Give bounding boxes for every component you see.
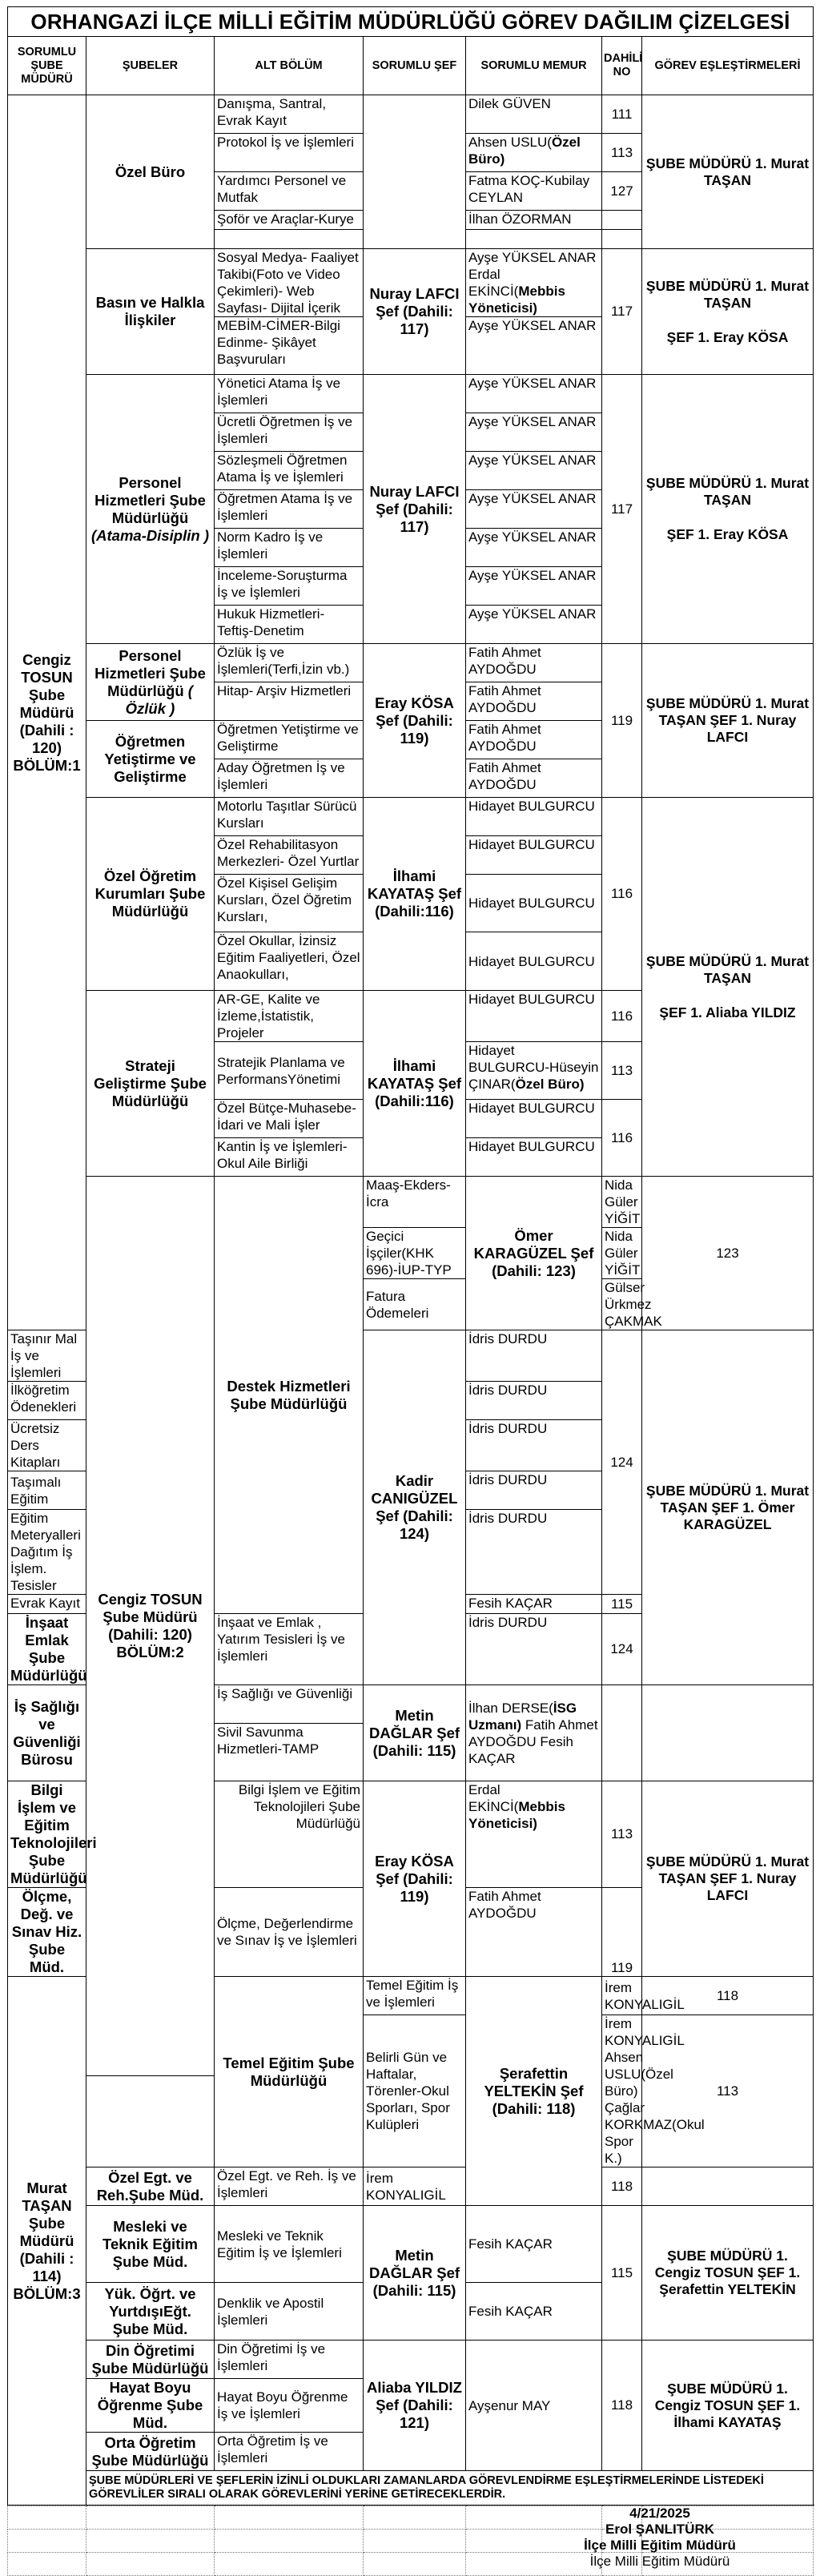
sub-unit: Yardımcı Personel ve Mutfak: [215, 172, 364, 211]
assignment-spacer: [645, 509, 810, 526]
branch-hayat: Hayat Boyu Öğrenme Şube Müd.: [86, 2379, 215, 2433]
officer: İdris DURDU: [466, 1510, 602, 1595]
officer: Fesih KAÇAR: [466, 2283, 602, 2341]
officer: Ayşe YÜKSEL ANAR: [466, 375, 602, 413]
sub-unit: Mesleki ve Teknik Eğitim İş ve İşlemleri: [215, 2206, 364, 2283]
branch-basin: Basın ve Halkla İlişkiler: [86, 249, 215, 375]
officer-name: Ahsen USLU(: [468, 135, 552, 150]
officer: Gülser Ürkmez ÇAKMAK: [602, 1279, 642, 1330]
officer: Dilek GÜVEN: [466, 95, 602, 134]
extension-number: 119: [602, 644, 642, 798]
officer: Ayşe YÜKSEL ANAR: [466, 452, 602, 490]
sub-unit: Öğretmen Yetiştirme ve Geliştirme: [215, 721, 364, 759]
header-sorumlu-memur: SORUMLU MEMUR: [466, 37, 602, 95]
sub-unit: Özel Bütçe-Muhasebe-İdari ve Mali İşler: [215, 1100, 364, 1138]
officer: İdris DURDU: [466, 1614, 602, 1685]
chief-empty: [364, 95, 466, 249]
branch-ozel-egt: Özel Egt. ve Reh.Şube Müd.: [86, 2167, 215, 2206]
extension-number: 113: [642, 2015, 814, 2167]
sub-unit: Hitap- Arşiv Hizmetleri: [215, 682, 364, 721]
extension-number: 115: [602, 2206, 642, 2341]
blank-cell: [215, 2553, 364, 2576]
officer: Hidayet BULGURCU: [466, 1100, 602, 1138]
branch-yuk: Yük. Öğrt. ve YurtdışıEğt. Şube Müd.: [86, 2283, 215, 2341]
branch-olcme: Ölçme, Değ. ve Sınav Hiz. Şube Müd.: [8, 1888, 86, 1977]
assignment-line: ŞUBE MÜDÜRÜ 1. Murat TAŞAN: [645, 277, 810, 311]
sub-unit: Ücretsiz Ders Kitapları: [8, 1420, 86, 1471]
sub-unit: Maaş-Ekders-İcra: [364, 1177, 466, 1228]
extension-number: 119: [602, 1888, 642, 1977]
header-dahili-no: DAHİLİ NO: [602, 37, 642, 95]
extension-number: 113: [602, 1042, 642, 1100]
assignment-line: ŞEF 1. Eray KÖSA: [666, 328, 789, 345]
officer: Fesih KAÇAR: [466, 1595, 602, 1614]
officer: Fatih Ahmet AYDOĞDU: [466, 1888, 602, 1977]
duty-distribution-sheet: [7, 6, 813, 2576]
sub-unit: Belirli Gün ve Haftalar, Törenler-Okul Sporları, Spor Kulüpleri: [364, 2015, 466, 2167]
officer: İlhan ÖZORMAN: [466, 211, 602, 230]
branch-name: Personel Hizmetleri Şube Müdürlüğü (Atama-Disiplin ): [91, 473, 209, 544]
signature-title: İlçe Milli Eğitim Müdürü: [589, 2554, 730, 2569]
blank-cell: [86, 2530, 215, 2553]
officer: İdris DURDU: [466, 1382, 602, 1420]
branch-ozel-ogretim: Özel Öğretim Kurumları Şube Müdürlüğü: [86, 798, 215, 991]
branch-din: Din Öğretimi Şube Müdürlüğü: [86, 2341, 215, 2379]
sub-unit: Motorlu Taşıtlar Sürücü Kursları: [215, 798, 364, 836]
chief-metin-daglar: Metin DAĞLAR Şef (Dahili: 115): [364, 1685, 466, 1781]
extension-number-empty: [602, 1685, 642, 1781]
signature-name: Erol ŞANLITÜRK: [605, 2522, 714, 2537]
extension-number: 123: [642, 1177, 814, 1330]
sub-unit: Orta Öğretim İş ve İşlemleri: [215, 2433, 364, 2471]
sub-unit: Norm Kadro İş ve İşlemleri: [215, 529, 364, 567]
assignment-personel-ozluk: ŞUBE MÜDÜRÜ 1. Murat TAŞAN ŞEF 1. Nuray LAFCI: [642, 644, 814, 798]
blank-cell: [364, 2553, 466, 2576]
chief-ilhami-kayatas: İlhami KAYATAŞ Şef (Dahili:116): [364, 798, 466, 991]
branch-bilgi: Bilgi İşlem ve Eğitim Teknolojileri Şube Müdürlüğü: [8, 1781, 86, 1888]
officer: Fatma KOÇ-Kubilay CEYLAN: [466, 172, 602, 211]
officer-role: Özel Büro): [468, 135, 581, 167]
officer: Ayşe YÜKSEL ANAR: [466, 413, 602, 452]
officer: İdris DURDU: [466, 1420, 602, 1471]
branch-isg: İş Sağlığı ve Güvenliği Bürosu: [8, 1685, 86, 1781]
section-3-director: Murat TAŞAN Şube Müdürü (Dahili : 114) BÖLÜM:3: [8, 1977, 86, 2506]
branch-qualifier: ( Özlük ): [125, 682, 193, 717]
officer: Ayşe YÜKSEL ANAR: [466, 529, 602, 567]
extension-number: 115: [602, 1595, 642, 1614]
officer: İrem KONYALIGİL: [364, 2167, 466, 2206]
sub-unit: İnceleme-Soruşturma İş ve İşlemleri: [215, 567, 364, 606]
sub-unit: Temel Eğitim İş ve İşlemleri: [364, 1977, 466, 2015]
chief-omer-karaguzel: Ömer KARAGÜZEL Şef (Dahili: 123): [466, 1177, 602, 1330]
blank-cell: [8, 2553, 86, 2576]
branch-qualifier: (Atama-Disiplin ): [91, 526, 209, 544]
officer-role: Mebbis Yöneticisi): [468, 284, 565, 316]
officer-name: Ayşe YÜKSEL ANAR Erdal EKİNCİ(: [468, 250, 597, 299]
header-sorumlu-sef: SORUMLU ŞEF: [364, 37, 466, 95]
sub-unit: Hukuk Hizmetleri-Teftiş-Denetim: [215, 606, 364, 644]
sub-unit: Evrak Kayıt: [8, 1595, 86, 1614]
chief-metin-daglar: Metin DAĞLAR Şef (Dahili: 115): [364, 2206, 466, 2341]
sub-unit: Denklik ve Apostil İşlemleri: [215, 2283, 364, 2341]
signature-block: [508, 2506, 812, 2570]
extension-number: 118: [602, 2341, 642, 2471]
branch-personel-atama: [86, 375, 215, 644]
extension-number: 116: [602, 991, 642, 1042]
extension-number: 118: [642, 1977, 814, 2015]
assignment-line: ŞEF 1. Eray KÖSA: [666, 526, 789, 542]
chief-nuray-lafci: Nuray LAFCI Şef (Dahili: 117): [364, 249, 466, 375]
officer-name: Hidayet BULGURCU-Hüseyin ÇINAR(: [468, 1043, 599, 1092]
officer: Ayşe YÜKSEL ANAR: [466, 606, 602, 644]
extension-number: 117: [602, 375, 642, 644]
sub-unit: Danışma, Santral, Evrak Kayıt: [215, 95, 364, 134]
header-alt-bolum: ALT BÖLÜM: [215, 37, 364, 95]
assignment-mesleki: ŞUBE MÜDÜRÜ 1. Cengiz TOSUN ŞEF 1. Şerafettin YELTEKİN: [642, 2206, 814, 2341]
sub-unit: Kantin İş ve İşlemleri-Okul Aile Birliği: [215, 1138, 364, 1177]
assignment-line: ŞEF 1. Aliaba YILDIZ: [659, 1004, 796, 1020]
sub-unit: Özel Okullar, İzinsiz Eğitim Faaliyetleri, Özel Anaokulları,: [215, 932, 364, 991]
assignment-destek: ŞUBE MÜDÜRÜ 1. Murat TAŞAN ŞEF 1. Ömer KARAGÜZEL: [642, 1330, 814, 1685]
officer: Nida Güler YİĞİT: [602, 1228, 642, 1279]
extension-number-empty: [602, 211, 642, 230]
officer-role: Mebbis Yöneticisi): [468, 1799, 565, 1831]
sub-unit: Protokol İş ve İşlemleri: [215, 134, 364, 172]
sub-unit: Sözleşmeli Öğretmen Atama İş ve İşlemleri: [215, 452, 364, 490]
officer: Fatih Ahmet AYDOĞDU: [466, 721, 602, 759]
signature-area: [7, 2506, 813, 2576]
section-2-director: Cengiz TOSUN Şube Müdürü (Dahili: 120) BÖLÜM:2: [86, 1177, 215, 2076]
officer-role: İSG Uzmanı): [468, 1700, 577, 1733]
officer: Ayşenur MAY: [466, 2341, 602, 2471]
extension-number: 117: [602, 249, 642, 375]
signature-title-bold: İlçe Milli Eğitim Müdürü: [584, 2538, 736, 2553]
sub-unit: Sivil Savunma Hizmetleri-TAMP: [215, 1724, 364, 1781]
sub-unit: Stratejik Planlama ve PerformansYönetimi: [215, 1042, 364, 1100]
sub-unit: Özlük İş ve İşlemleri(Terfi,İzin vb.): [215, 644, 364, 682]
branch-temel: Temel Eğitim Şube Müdürlüğü: [215, 1977, 364, 2167]
assignment-isg-empty: [642, 1685, 814, 1781]
branch-destek: Destek Hizmetleri Şube Müdürlüğü: [215, 1177, 364, 1614]
sub-unit-empty: [215, 230, 364, 249]
extension-number: 113: [602, 134, 642, 172]
extension-number: 124: [602, 1614, 642, 1685]
officer: Fatih Ahmet AYDOĞDU: [466, 682, 602, 721]
assignment-ozel-buro: ŞUBE MÜDÜRÜ 1. Murat TAŞAN: [642, 95, 814, 249]
assignment-line: ŞUBE MÜDÜRÜ 1. Murat TAŞAN: [645, 952, 810, 986]
officer: Ayşe YÜKSEL ANAR: [466, 490, 602, 529]
sub-unit: Yönetici Atama İş ve İşlemleri: [215, 375, 364, 413]
assignment-din: ŞUBE MÜDÜRÜ 1. Cengiz TOSUN ŞEF 1. İlhami KAYATAŞ: [642, 2341, 814, 2471]
assignment-personel-atama: [642, 375, 814, 644]
officer-role: Özel Büro): [515, 1077, 585, 1092]
officer: [466, 134, 602, 172]
chief-kadir-caniguzel: Kadir CANIGÜZEL Şef (Dahili: 124): [364, 1330, 466, 1685]
sub-unit: Sosyal Medya- Faaliyet Takibi(Foto ve Video Çekimleri)- Web Sayfası- Dijital İçerik: [215, 249, 364, 317]
extension-number: 118: [602, 2167, 642, 2206]
footer-note: ŞUBE MÜDÜRLERİ VE ŞEFLERİN İZİNLİ OLDUKLARI ZAMANLARDA GÖREVLENDİRME EŞLEŞTİRMELERİNDE LİSTEDEKİ GÖREVLİLER SIRALI OLARAK GÖREVLERİNİ YERİNE GETİRECEKLERDİR.: [86, 2471, 814, 2506]
header-gorev-eslestirmeleri: GÖREV EŞLEŞTİRMELERİ: [642, 37, 814, 95]
extension-number: 116: [602, 798, 642, 991]
officer-name: İlhan DERSE(: [468, 1700, 553, 1716]
sub-unit: Geçici İşçiler(KHK 696)-İUP-TYP: [364, 1228, 466, 1279]
branch-personel-ozluk: Personel Hizmetleri Şube Müdürlüğü ( Özlük ): [86, 644, 215, 721]
sub-unit: İlköğretim Ödenekleri: [8, 1382, 86, 1420]
blank-cell: [86, 2553, 215, 2576]
chief-eray-kosa: Eray KÖSA Şef (Dahili: 119): [364, 644, 466, 798]
chief-nuray-lafci: Nuray LAFCI Şef (Dahili: 117): [364, 375, 466, 644]
branch-strateji: Strateji Geliştirme Şube Müdürlüğü: [86, 991, 215, 1177]
assignment-bilgi: ŞUBE MÜDÜRÜ 1. Murat TAŞAN ŞEF 1. Nuray LAFCI: [642, 1781, 814, 1977]
officer: İdris DURDU: [466, 1330, 602, 1382]
sub-unit: MEBİM-CİMER-Bilgi Edinme- Şikâyet Başvuruları: [215, 317, 364, 375]
chief-serafettin-yeltekin: Şerafettin YELTEKİN Şef (Dahili: 118): [466, 1977, 602, 2206]
officer: İdris DURDU: [466, 1471, 602, 1510]
officer: Fesih KAÇAR: [466, 2206, 602, 2283]
officer: [466, 1781, 602, 1888]
officer: Hidayet BULGURCU: [466, 991, 602, 1042]
sub-unit: Hayat Boyu Öğrenme İş ve İşlemleri: [215, 2379, 364, 2433]
officer: Hidayet BULGURCU: [466, 1138, 602, 1177]
branch-ogretmen: Öğretmen Yetiştirme ve Geliştirme: [86, 721, 215, 798]
branch-insaat: İnşaat Emlak Şube Müdürlüğü: [8, 1614, 86, 1685]
assignment-ozel-ogretim: [642, 798, 814, 1177]
chief-eray-kosa: Eray KÖSA Şef (Dahili: 119): [364, 1781, 466, 1977]
officer: Hidayet BULGURCU: [466, 932, 602, 991]
sub-unit: Şoför ve Araçlar-Kurye: [215, 211, 364, 230]
sub-unit: Fatura Ödemeleri: [364, 1279, 466, 1330]
chief-ilhami-kayatas: İlhami KAYATAŞ Şef (Dahili:116): [364, 991, 466, 1177]
assignment-basin: [642, 249, 814, 375]
branch-orta: Orta Öğretim Şube Müdürlüğü: [86, 2433, 215, 2471]
officer: Fatih Ahmet AYDOĞDU: [466, 644, 602, 682]
extension-number-empty: [602, 230, 642, 249]
extension-number: 116: [602, 1100, 642, 1177]
chief-aliaba-yildiz: Aliaba YILDIZ Şef (Dahili: 121): [364, 2341, 466, 2471]
sub-unit: Taşınır Mal İş ve İşlemleri: [8, 1330, 86, 1382]
branch-mesleki: Mesleki ve Teknik Eğitim Şube Müd.: [86, 2206, 215, 2283]
blank-cell: [8, 2530, 86, 2553]
officer: Ayşe YÜKSEL ANAR: [466, 567, 602, 606]
assignment-spacer: [645, 987, 810, 1004]
officer: [466, 249, 602, 317]
officer: [466, 1042, 602, 1100]
officer: Fatih Ahmet AYDOĞDU: [466, 759, 602, 798]
section-1-director: Cengiz TOSUN Şube Müdürü (Dahili : 120) BÖLÜM:1: [8, 95, 86, 1330]
extension-number: 127: [602, 172, 642, 211]
officer: [466, 1685, 602, 1781]
sub-unit: Özel Egt. ve Reh. İş ve İşlemleri: [215, 2167, 364, 2206]
sub-unit: Öğretmen Atama İş ve İşlemleri: [215, 490, 364, 529]
officer-empty: [466, 230, 602, 249]
duty-table: [7, 6, 814, 2506]
sub-unit: Eğitim Meteryalleri Dağıtım İş İşlem. Tesisler: [8, 1510, 86, 1595]
officer-name: Fatih Ahmet AYDOĞDU Fesih KAÇAR: [468, 1717, 598, 1766]
sub-unit: Taşımalı Eğitim: [8, 1471, 86, 1510]
page-title: ORHANGAZİ İLÇE MİLLİ EĞİTİM MÜDÜRLÜĞÜ GÖREV DAĞILIM ÇİZELGESİ: [8, 7, 814, 37]
sub-unit: Özel Rehabilitasyon Merkezleri- Özel Yurtlar: [215, 836, 364, 875]
officer: Hidayet BULGURCU: [466, 798, 602, 836]
officer: Hidayet BULGURCU: [466, 836, 602, 875]
sub-unit: Din Öğretimi İş ve İşlemleri: [215, 2341, 364, 2379]
blank-cell: [364, 2530, 466, 2553]
branch-ozel-buro: Özel Büro: [86, 95, 215, 249]
sub-unit: İş Sağlığı ve Güvenliği: [215, 1685, 364, 1724]
sub-unit: İnşaat ve Emlak , Yatırım Tesisleri İş ve İşlemleri: [215, 1614, 364, 1685]
header-sorumlu-sube-muduru: SORUMLU ŞUBE MÜDÜRÜ: [8, 37, 86, 95]
header-subeler: ŞUBELER: [86, 37, 215, 95]
blank-cell: [86, 2506, 215, 2530]
assignment-spacer: [645, 312, 810, 329]
assignment-line: ŞUBE MÜDÜRÜ 1. Murat TAŞAN: [645, 475, 810, 508]
blank-cell: [215, 2506, 364, 2530]
sub-unit: Ölçme, Değerlendirme ve Sınav İş ve İşlemleri: [215, 1888, 364, 1977]
extension-number: 124: [602, 1330, 642, 1595]
sub-unit: AR-GE, Kalite ve İzleme,İstatistik, Projeler: [215, 991, 364, 1042]
sub-unit: Aday Öğretmen İş ve İşlemleri: [215, 759, 364, 798]
extension-number: 113: [602, 1781, 642, 1888]
blank-cell: [8, 2506, 86, 2530]
sub-unit: Bilgi İşlem ve Eğitim Teknolojileri Şube Müdürlüğü: [215, 1781, 364, 1888]
officer-name: Erdal EKİNCİ(: [468, 1782, 519, 1814]
signature-date: 4/21/2025: [629, 2506, 690, 2521]
officer: İrem KONYALIGİL Ahsen USLU(Özel Büro) Çağlar KORKMAZ(Okul Spor K.): [602, 2015, 642, 2167]
blank-cell: [215, 2530, 364, 2553]
officer: İrem KONYALIGİL: [602, 1977, 642, 2015]
officer: Ayşe YÜKSEL ANAR: [466, 317, 602, 375]
officer: Nida Güler YİĞİT: [602, 1177, 642, 1228]
extension-number: 111: [602, 95, 642, 134]
sub-unit: Ücretli Öğretmen İş ve İşlemleri: [215, 413, 364, 452]
blank-cell: [364, 2506, 466, 2530]
sub-unit: Özel Kişisel Gelişim Kursları, Özel Öğretim Kursları,: [215, 875, 364, 932]
officer: Hidayet BULGURCU: [466, 875, 602, 932]
